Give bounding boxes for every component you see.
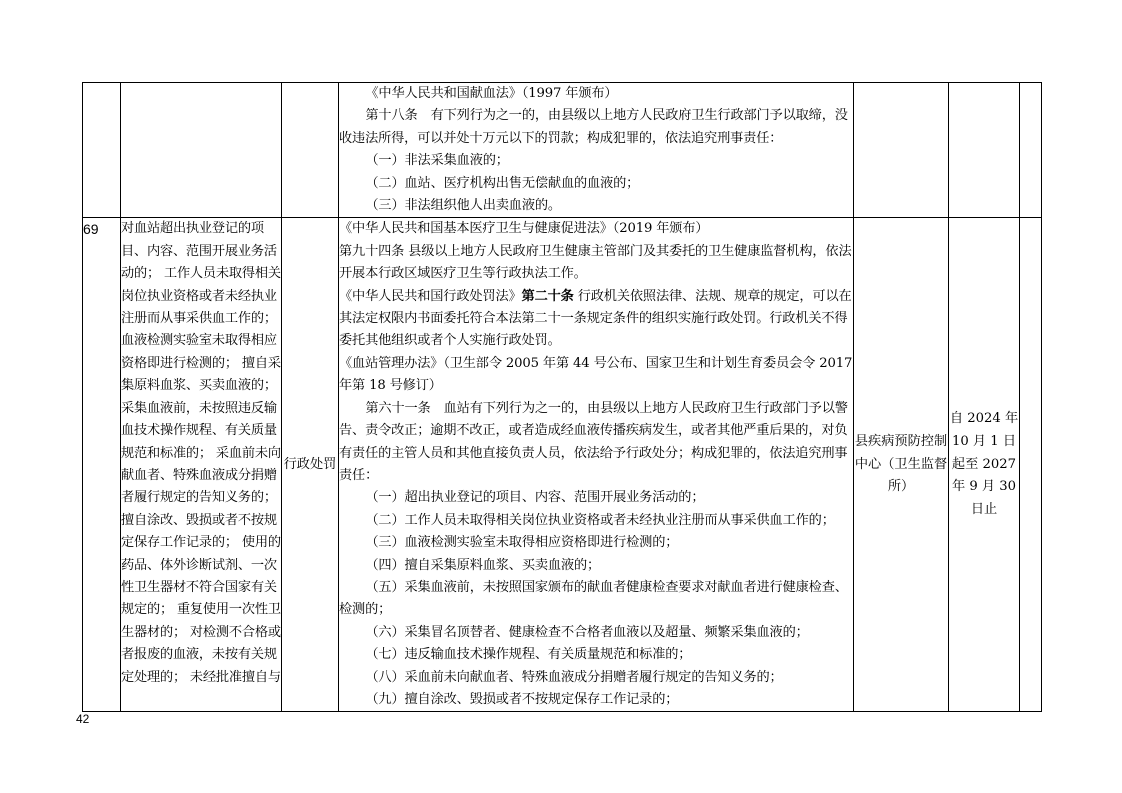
- matter-cell: 对血站超出执业登记的项目、内容、范围开展业务活动的； 工作人员未取得相关岗位执业资格或者未经执业注册而从事采供血工作的； 血液检测实验室未取得相应资格即进行检测的； 擅自采集原料血浆、买卖血液的； 采集血液前，未按照违反输血技术操作规程、有关质量规范和标准的； 采血前未向献血者、特殊血液成分捐赠者履行规定的告知义务的； 擅自涂改、毁损或者不按规定保存工作记录的； 使用的药品、体外诊断试剂、一次性卫生器材不符合国家有关规定的； 重复使用一次性卫生器材的； 对检测不合格或者报废的血液，未按有关规定处理的； 未经批准擅自与: [121, 218, 282, 712]
- remarks-cell: [1020, 218, 1042, 712]
- matter-cell: [121, 83, 282, 218]
- law-title: 《中华人民共和国献血法》（1997 年颁布）: [365, 86, 618, 101]
- table-row: [83, 83, 1042, 218]
- law-item: （九）擅自涂改、毁损或者不按规定保存工作记录的；: [365, 691, 679, 707]
- type-cell: [282, 83, 339, 218]
- law-item: （三）非法组织他人出卖血液的。: [365, 198, 561, 214]
- law-article: [339, 286, 853, 353]
- law-title: 《中华人民共和国行政处罚法》: [339, 288, 522, 304]
- legal-basis-cell: [339, 83, 854, 218]
- law-item: （一）超出执业登记的项目、内容、范围开展业务活动的；: [365, 490, 705, 506]
- law-item: （三）血液检测实验室未取得相应资格即进行检测的；: [365, 535, 679, 551]
- law-item: （六）采集冒名顶替者、健康检查不合格者血液以及超量、频繁采集血液的；: [365, 624, 809, 640]
- delegation-table: [82, 82, 1042, 712]
- row-number-cell: 69: [83, 218, 121, 712]
- article-text: 行政机关依照法律、法规、规章的规定，可以在其法定权限内书面委托符合本法第二十一条规定条件的组织实施行政处罚。行政机关不得委托其他组织或者个人实施行政处罚。: [339, 288, 852, 349]
- remarks-cell: [1020, 83, 1042, 218]
- page-number: 42: [76, 712, 90, 726]
- law-item: （四）擅自采集原料血浆、买卖血液的；: [365, 557, 601, 573]
- law-article: 第九十四条 县级以上地方人民政府卫生健康主管部门及其委托的卫生健康监督机构，依法开展本行政区域医疗卫生等行政执法工作。: [339, 243, 852, 282]
- law-title: 《中华人民共和国基本医疗卫生与健康促进法》（2019 年颁布）: [339, 221, 709, 237]
- period-cell: 自 2024 年 10 月 1 日起至 2027 年 9 月 30 日止: [949, 218, 1020, 712]
- agency-cell: 县疾病预防控制中心（卫生监督所）: [854, 218, 949, 712]
- law-item: （五）采集血液前，未按照国家颁布的献血者健康检查要求对献血者进行健康检查、检测的；: [339, 579, 848, 618]
- law-title: 《血站管理办法》（卫生部令 2005 年第 44 号公布、国家卫生和计划生育委员会令 2017 年第 18 号修订）: [339, 355, 853, 394]
- law-item: （一）非法采集血液的；: [365, 153, 509, 169]
- law-article: 第十八条 有下列行为之一的，由县级以上地方人民政府卫生行政部门予以取缔，没收违法所得，可以并处十万元以下的罚款；构成犯罪的，依法追究刑事责任：: [339, 108, 848, 146]
- law-item: （八）采血前未向献血者、特殊血液成分捐赠者履行规定的告知义务的；: [365, 669, 783, 685]
- article-number: 第二十条: [521, 288, 574, 304]
- table-row: [83, 218, 1042, 712]
- agency-cell: [854, 83, 949, 218]
- law-item: （二）血站、医疗机构出售无偿献血的血液的；: [365, 175, 640, 191]
- legal-basis-cell: [339, 218, 854, 712]
- period-cell: [949, 83, 1020, 218]
- type-cell: 行政处罚: [282, 218, 339, 712]
- row-number-cell: [83, 83, 121, 218]
- law-item: （七）违反输血技术操作规程、有关质量规范和标准的；: [365, 647, 692, 663]
- law-item: （二）工作人员未取得相关岗位执业资格或者未经执业注册而从事采供血工作的；: [365, 512, 835, 528]
- law-article: 第六十一条 血站有下列行为之一的，由县级以上地方人民政府卫生行政部门予以警告、责令改正；逾期不改正，或者造成经血液传播疾病发生，或者其他严重后果的，对负有责任的主管人员和其他直接负责人员，依法给予行政处分；构成犯罪的，依法追究刑事责任：: [339, 400, 848, 483]
